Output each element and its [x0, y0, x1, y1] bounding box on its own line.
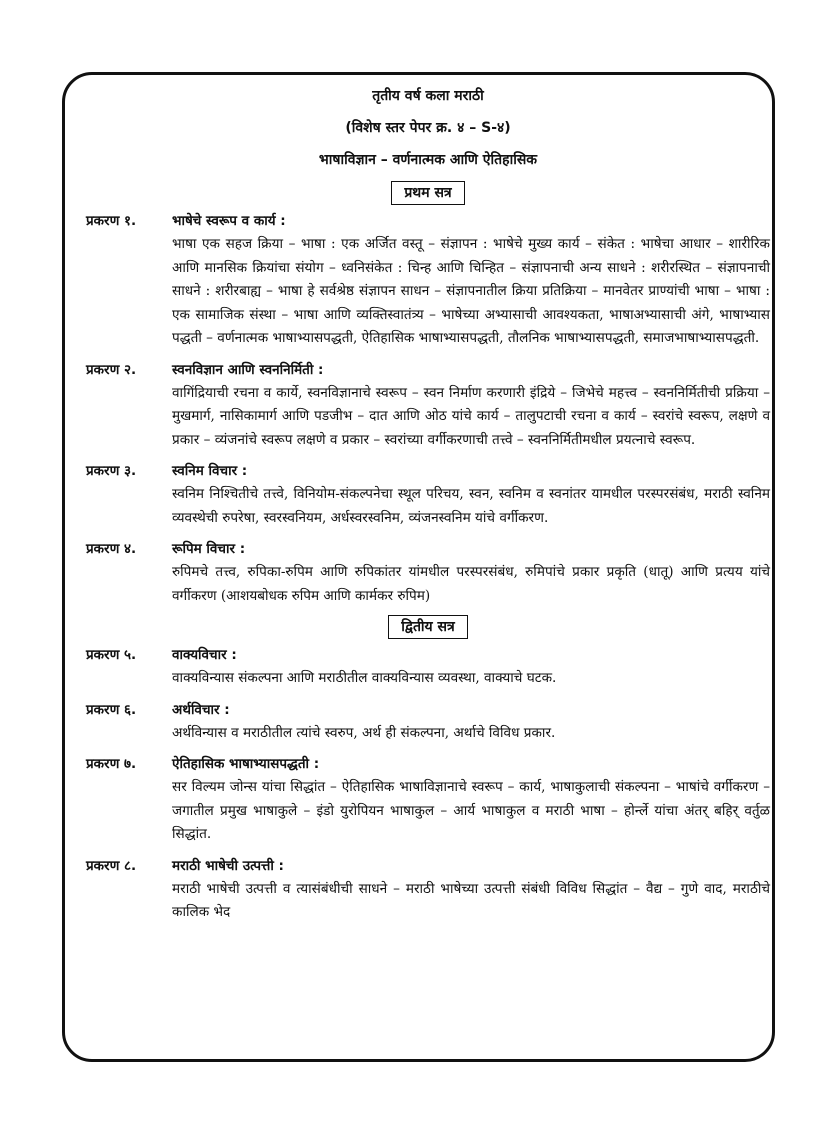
chapter-number: प्रकरण ८.: [86, 857, 137, 874]
chapter-body: वागिंद्रियाची रचना व कार्ये, स्वनविज्ञानाचे स्वरूप – स्वन निर्माण करणारी इंद्रिये – जिभेचे महत्त्व – स्वननिर्मितीची प्रक्रिया – मुखमार्ग, नासिकामार्ग आणि पडजीभ – दात आणि ओठ यांचे कार्य – तालुपटाची रचना व कार्य – स्वरांचे स्वरूप, लक्षणे व प्रकार – व्यंजनांचे स्वरूप लक्षणे व प्रकार – स्वरांच्या वर्गीकरणाची तत्त्वे – स्वननिर्मितीमधील प्रयत्नाचे स्वरूप.: [172, 384, 770, 448]
chapter-number: प्रकरण १.: [86, 213, 137, 229]
chapter-5: [86, 643, 770, 691]
chapter-number: प्रकरण २.: [86, 361, 137, 378]
chapter-8: [86, 854, 770, 925]
chapter-title: मराठी भाषेची उत्पत्ती :: [172, 857, 284, 874]
chapter-body: रुपिमचे तत्त्व, रुपिका-रुपिम आणि रुपिकांतर यांमधील परस्परसंबंध, रुमिपांचे प्रकार प्रकृति (धातू) आणि प्रत्यय यांचे वर्गीकरण (आशयबोधक रुपिम आणि कार्मकर रुपिम): [172, 564, 770, 604]
chapter-title: ऐतिहासिक भाषाभ्यासपद्धती :: [172, 756, 320, 772]
chapter-3: [86, 459, 770, 530]
semester-heading-1: [86, 181, 770, 205]
paper-title: (विशेष स्तर पेपर क्र. ४ – S-४): [345, 120, 511, 136]
chapter-number: प्रकरण ६.: [86, 701, 137, 718]
chapter-number: प्रकरण ५.: [86, 647, 137, 663]
chapter-title: भाषेचे स्वरूप व कार्य :: [172, 213, 286, 229]
chapter-4: [86, 537, 770, 608]
semester-label: द्वितीय सत्र: [388, 615, 467, 639]
chapter-title: रूपिम विचार :: [172, 541, 246, 557]
chapter-title: वाक्यविचार :: [172, 647, 237, 663]
chapter-body: वाक्यविन्यास संकल्पना आणि मराठीतील वाक्यविन्यास व्यवस्था, वाक्याचे घटक.: [172, 670, 557, 686]
semester-label: प्रथम सत्र: [391, 181, 464, 205]
chapter-number: प्रकरण ३.: [86, 463, 137, 479]
chapter-2: [86, 358, 770, 453]
chapter-body: मराठी भाषेची उत्पत्ती व त्यासंबंधीची साधने – मराठी भाषेच्या उत्पत्ती संबंधी विविध सिद्धांत – वैद्य – गुणे वाद, मराठीचे कालिक भेद: [172, 880, 770, 920]
chapter-body: भाषा एक सहज क्रिया – भाषा : एक अर्जित वस्तू – संज्ञापन : भाषेचे मुख्य कार्य – संकेत : भाषेचा आधार – शारीरिक आणि मानसिक क्रियांचा संयोग – ध्वनिसंकेत : चिन्ह आणि चिन्हित – संज्ञापनाची अन्य साधने : शरीरस्थित – संज्ञापनाची साधने : शरीरबाह्य – भाषा हे सर्वश्रेष्ठ संज्ञापन साधन – संज्ञापनातील क्रिया प्रतिक्रिया – मानवेतर प्राण्यांची भाषा – भाषा : एक सामाजिक संस्था – भाषा आणि व्यक्तिस्वातंत्र्य – भाषेच्या अभ्यासाची आवश्यकता, भाषाअभ्यासाची अंगे, भाषाभ्यास पद्धती – वर्णनात्मक भाषाभ्यासपद्धती, ऐतिहासिक भाषाभ्यासपद्धती, तौलनिक भाषाभ्यासपद्धती, समाजभाषाभ्यासपद्धती.: [172, 236, 770, 346]
chapter-title: अर्थविचार :: [172, 701, 230, 718]
syllabus-content: [86, 82, 770, 1057]
chapter-number: प्रकरण ७.: [86, 756, 137, 772]
chapter-1: [86, 209, 770, 351]
subject-title: भाषाविज्ञान – वर्णनात्मक आणि ऐतिहासिक: [318, 152, 538, 168]
course-title: तृतीय वर्ष कला मराठी: [372, 88, 484, 104]
chapter-7: [86, 752, 770, 847]
chapter-6: [86, 698, 770, 746]
chapter-body: सर विल्यम जोन्स यांचा सिद्धांत – ऐतिहासिक भाषाविज्ञानाचे स्वरूप – कार्य, भाषाकुलाची संकल्पना – भाषांचे वर्गीकरण – जगातील प्रमुख भाषाकुले – इंडो युरोपियन भाषाकुल – आर्य भाषाकुल व मराठी भाषा – होर्न्ले यांचा अंतर् बहिर् वर्तुळ सिद्धांत.: [172, 779, 770, 842]
chapter-title: स्वनविज्ञान आणि स्वननिर्मिती :: [172, 361, 324, 378]
chapter-number: प्रकरण ४.: [86, 541, 137, 557]
chapter-title: स्वनिम विचार :: [172, 463, 248, 479]
chapter-body: स्वनिम निश्चितीचे तत्त्वे, विनियोम-संकल्पनेचा स्थूल परिचय, स्वन, स्वनिम व स्वनांतर यामधील परस्परसंबंध, मराठी स्वनिम व्यवस्थेची रुपरेषा, स्वरस्वनियम, अर्धस्वरस्वनिम, व्यंजनस्वनिम यांचे वर्गीकरण.: [172, 486, 770, 526]
semester-heading-2: [86, 615, 770, 639]
chapter-body: अर्थविन्यास व मराठीतील त्यांचे स्वरुप, अर्थ ही संकल्पना, अर्थाचे विविध प्रकार.: [172, 724, 556, 741]
